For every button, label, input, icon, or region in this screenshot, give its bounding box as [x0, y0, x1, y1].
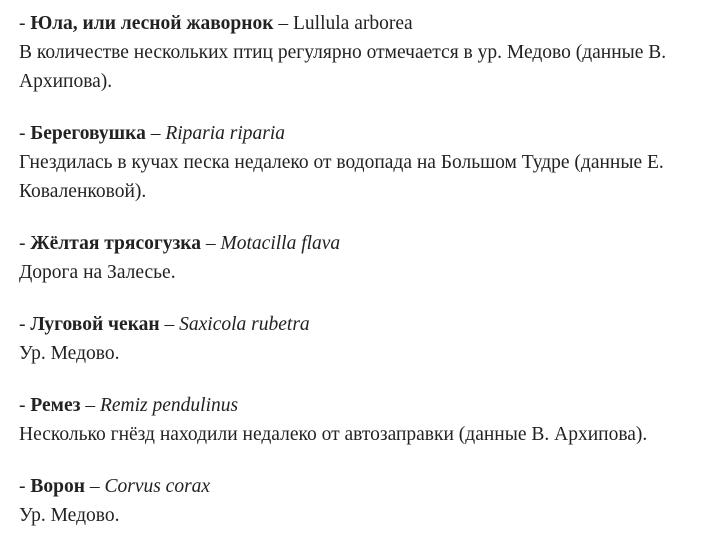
latin-name: Saxicola rubetra: [179, 314, 310, 335]
entry-heading: [19, 391, 720, 420]
entry-prefix: -: [19, 233, 31, 254]
species-entry-riparia: [19, 119, 720, 206]
latin-name: Remiz pendulinus: [99, 395, 239, 416]
entry-description: Ур. Медово.: [19, 343, 120, 364]
entry-description: В количестве нескольких птиц регулярно отмечается в ур. Медово (данные В. Архипова).: [19, 42, 667, 92]
entry-heading: [19, 229, 720, 258]
entry-dash: –: [201, 233, 221, 254]
species-name: Жёлтая трясогузка: [30, 233, 201, 254]
species-entry-remiz: [19, 391, 720, 449]
species-name: Ремез: [30, 395, 81, 416]
species-entry-motacilla: [19, 229, 720, 287]
entry-description: Дорога на Залесье.: [19, 262, 176, 283]
entry-prefix: -: [19, 314, 31, 335]
entry-description: Ур. Медово.: [19, 505, 120, 526]
species-name: Ворон: [30, 476, 85, 497]
entry-dash: –: [84, 476, 105, 497]
species-name: Береговушка: [30, 123, 146, 144]
entry-description: Гнездилась в кучах песка недалеко от водопада на Большом Тудре (данные Е. Коваленковой).: [19, 152, 664, 202]
species-entry-corvus: [19, 472, 720, 530]
entry-dash: –: [273, 13, 293, 34]
latin-name: Motacilla flava: [220, 233, 341, 254]
species-name: Луговой чекан: [30, 314, 160, 335]
entry-prefix: -: [19, 123, 31, 144]
entry-heading: [19, 310, 720, 339]
entry-prefix: -: [19, 395, 31, 416]
latin-name: Corvus corax: [104, 476, 211, 497]
species-entry-saxicola: [19, 310, 720, 368]
entry-dash: –: [80, 395, 100, 416]
species-name: Юла, или лесной жаворнок: [30, 13, 274, 34]
entry-prefix: -: [19, 476, 31, 497]
entry-heading: [19, 119, 720, 148]
entry-dash: –: [145, 123, 166, 144]
entry-heading: [19, 472, 720, 501]
entry-dash: –: [159, 314, 180, 335]
entry-prefix: -: [19, 13, 31, 34]
species-entry-lullula: [19, 9, 720, 96]
latin-name: Riparia riparia: [165, 123, 286, 144]
entry-heading: [19, 9, 720, 38]
latin-name: Lullula arborea: [293, 13, 413, 34]
entry-description: Несколько гнёзд находили недалеко от автозаправки (данные В. Архипова).: [19, 424, 648, 445]
